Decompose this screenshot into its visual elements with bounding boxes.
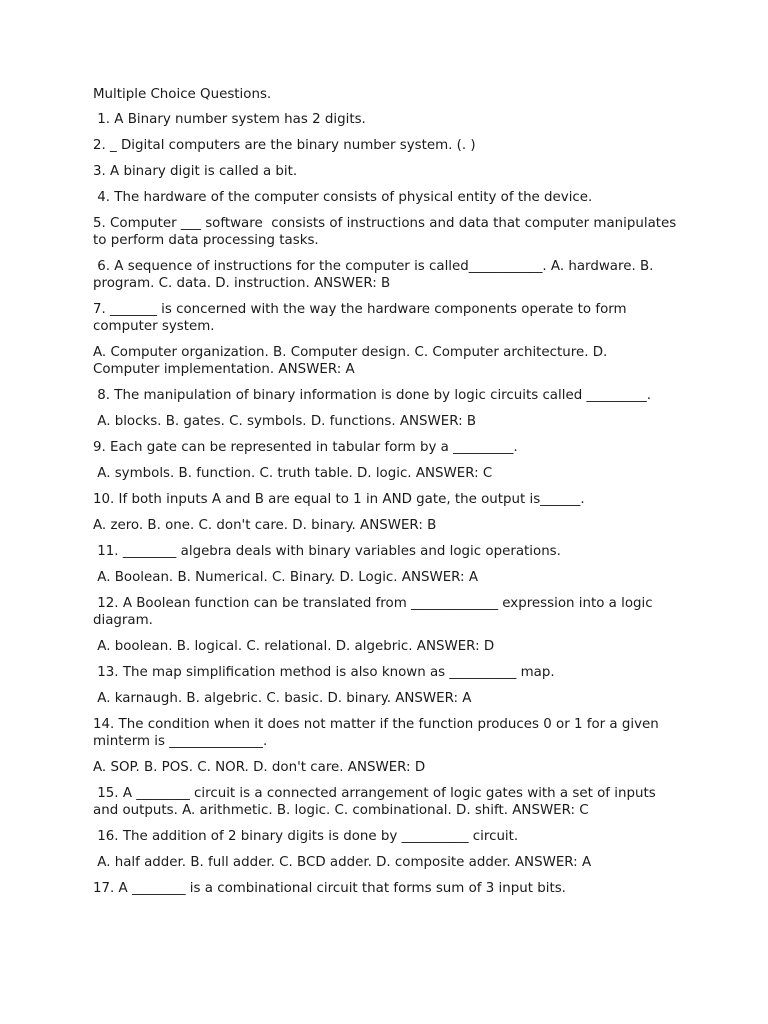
answer-line: A. SOP. B. POS. C. NOR. D. don't care. ANSWER: D <box>93 760 426 775</box>
question-line: 9. Each gate can be represented in tabular form by a _________. <box>93 440 518 455</box>
question-line: 12. A Boolean function can be translated from _____________ expression into a logic diagram. <box>93 596 657 628</box>
question-line: 16. The addition of 2 binary digits is done by __________ circuit. <box>93 829 519 844</box>
answer-line: A. blocks. B. gates. C. symbols. D. functions. ANSWER: B <box>93 414 477 429</box>
question-line: 13. The map simplification method is also known as __________ map. <box>93 665 555 680</box>
question-line: 10. If both inputs A and B are equal to 1 in AND gate, the output is______. <box>93 492 585 507</box>
answer-line: A. Boolean. B. Numerical. C. Binary. D. Logic. ANSWER: A <box>93 570 478 585</box>
answer-line: A. Computer organization. B. Computer design. C. Computer architecture. D. Computer implementation. ANSWER: A <box>93 345 612 377</box>
question-line: 6. A sequence of instructions for the computer is called___________. A. hardware. B. program. C. data. D. instruction. ANSWER: B <box>93 259 658 291</box>
question-line: 3. A binary digit is called a bit. <box>93 164 298 179</box>
question-line: 1. A Binary number system has 2 digits. <box>93 112 366 127</box>
answer-line: A. half adder. B. full adder. C. BCD adder. D. composite adder. ANSWER: A <box>93 855 592 870</box>
document-body <box>93 86 681 906</box>
answer-line: A. symbols. B. function. C. truth table. D. logic. ANSWER: C <box>93 466 493 481</box>
question-line: 5. Computer ___ software consists of instructions and data that computer manipulates to perform data processing tasks. <box>93 216 681 248</box>
question-line: 14. The condition when it does not matter if the function produces 0 or 1 for a given minterm is ______________. <box>93 717 664 749</box>
answer-line: A. zero. B. one. C. don't care. D. binary. ANSWER: B <box>93 518 437 533</box>
question-line: 4. The hardware of the computer consists of physical entity of the device. <box>93 190 593 205</box>
question-line: 2. _ Digital computers are the binary number system. (. ) <box>93 138 476 153</box>
document-heading: Multiple Choice Questions. <box>93 87 272 102</box>
question-line: 8. The manipulation of binary information is done by logic circuits called _________. <box>93 388 651 403</box>
answer-line: A. karnaugh. B. algebric. C. basic. D. binary. ANSWER: A <box>93 691 472 706</box>
question-line: 17. A ________ is a combinational circuit that forms sum of 3 input bits. <box>93 881 566 896</box>
question-line: 15. A ________ circuit is a connected arrangement of logic gates with a set of inputs and outputs. A. arithmetic. B. logic. C. combinational. D. shift. ANSWER: C <box>93 786 660 818</box>
answer-line: A. boolean. B. logical. C. relational. D. algebric. ANSWER: D <box>93 639 495 654</box>
question-line: 11. ________ algebra deals with binary variables and logic operations. <box>93 544 561 559</box>
question-line: 7. _______ is concerned with the way the hardware components operate to form computer system. <box>93 302 631 334</box>
